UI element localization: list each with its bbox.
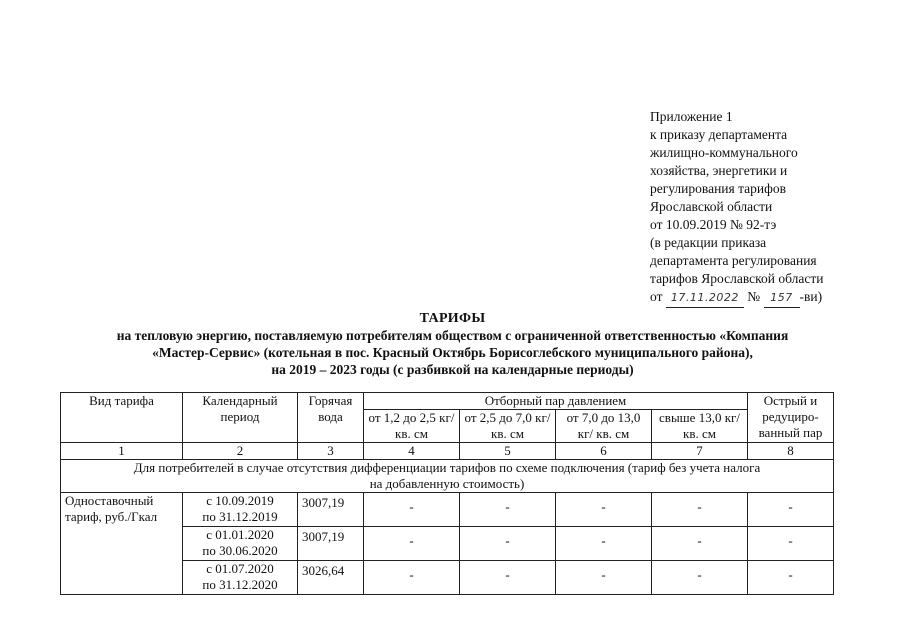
sharp-steam-value: - <box>748 527 834 561</box>
appendix-header <box>650 108 900 308</box>
period-from: с 01.01.2020 <box>206 527 274 542</box>
appendix-suffix: -ви) <box>799 289 823 304</box>
column-number: 4 <box>364 443 460 460</box>
header-steam-2: от 2,5 до 7,0 кг/ кв. см <box>460 410 556 443</box>
header-steam: Отборный пар давлением <box>364 393 748 410</box>
steam-3-value: - <box>556 561 652 595</box>
steam-2-value: - <box>460 561 556 595</box>
number-sign: № <box>747 289 761 304</box>
document-title <box>40 310 865 378</box>
appendix-line: департамента регулирования <box>650 253 817 268</box>
column-number: 7 <box>652 443 748 460</box>
title-main: ТАРИФЫ <box>419 311 486 326</box>
appendix-from-label: от <box>650 289 663 304</box>
section-heading-line: на добавленную стоимость) <box>369 476 525 491</box>
tariff-name: Одноставочный тариф, руб./Гкал <box>61 493 183 595</box>
column-number: 1 <box>61 443 183 460</box>
steam-1-value: - <box>364 561 460 595</box>
column-number: 8 <box>748 443 834 460</box>
appendix-line: Ярославской области <box>650 199 773 214</box>
sharp-steam-value: - <box>748 493 834 527</box>
steam-3-value: - <box>556 527 652 561</box>
column-number: 5 <box>460 443 556 460</box>
steam-2-value: - <box>460 527 556 561</box>
section-heading-line: Для потребителей в случае отсутствия дифференциации тарифов по схеме подключения (тариф без учета налога <box>133 460 761 475</box>
table-row <box>61 493 834 527</box>
period-from: с 01.07.2020 <box>206 561 274 576</box>
tariff-table <box>60 392 834 595</box>
header-steam-1: от 1,2 до 2,5 кг/ кв. см <box>364 410 460 443</box>
period-to: по 31.12.2020 <box>202 577 278 592</box>
hot-water-value: 3026,64 <box>298 561 364 595</box>
appendix-line: Приложение 1 <box>650 109 733 124</box>
appendix-line: жилищно-коммунального <box>650 145 798 160</box>
section-heading <box>61 460 834 493</box>
hot-water-value: 3007,19 <box>298 493 364 527</box>
period-to: по 30.06.2020 <box>202 543 278 558</box>
steam-4-value: - <box>652 493 748 527</box>
sharp-steam-value: - <box>748 561 834 595</box>
period-cell <box>183 493 298 527</box>
steam-1-value: - <box>364 527 460 561</box>
steam-4-value: - <box>652 561 748 595</box>
hot-water-value: 3007,19 <box>298 527 364 561</box>
steam-4-value: - <box>652 527 748 561</box>
header-steam-3: от 7,0 до 13,0 кг/ кв. см <box>556 410 652 443</box>
title-line: на 2019 – 2023 годы (с разбивкой на календарные периоды) <box>271 362 634 377</box>
steam-2-value: - <box>460 493 556 527</box>
title-line: «Мастер-Сервис» (котельная в пос. Красный Октябрь Борисоглебского муниципального района), <box>152 345 753 360</box>
period-cell <box>183 527 298 561</box>
header-period: Календарный период <box>183 393 298 443</box>
header-hot-water: Горячая вода <box>298 393 364 443</box>
steam-3-value: - <box>556 493 652 527</box>
appendix-signature-line <box>650 288 900 308</box>
appendix-line: регулирования тарифов <box>650 181 787 196</box>
header-sharp-steam: Острый и редуциро-ванный пар <box>748 393 834 443</box>
column-number: 3 <box>298 443 364 460</box>
appendix-line: хозяйства, энергетики и <box>650 163 788 178</box>
column-number: 6 <box>556 443 652 460</box>
appendix-line: тарифов Ярославской области <box>650 271 824 286</box>
appendix-line: к приказу департамента <box>650 127 788 142</box>
handwritten-date: 17.11.2022 <box>666 289 744 308</box>
title-line: на тепловую энергию, поставляемую потребителям обществом с ограниченной ответственностью «Компания <box>116 328 789 343</box>
period-cell <box>183 561 298 595</box>
column-number: 2 <box>183 443 298 460</box>
appendix-line: (в редакции приказа <box>650 235 767 250</box>
header-steam-4: свыше 13,0 кг/ кв. см <box>652 410 748 443</box>
handwritten-number: 157 <box>764 289 800 308</box>
appendix-line: от 10.09.2019 № 92-тэ <box>650 217 777 232</box>
period-from: с 10.09.2019 <box>206 493 274 508</box>
period-to: по 31.12.2019 <box>202 509 278 524</box>
header-tariff-type: Вид тарифа <box>61 393 183 443</box>
steam-1-value: - <box>364 493 460 527</box>
